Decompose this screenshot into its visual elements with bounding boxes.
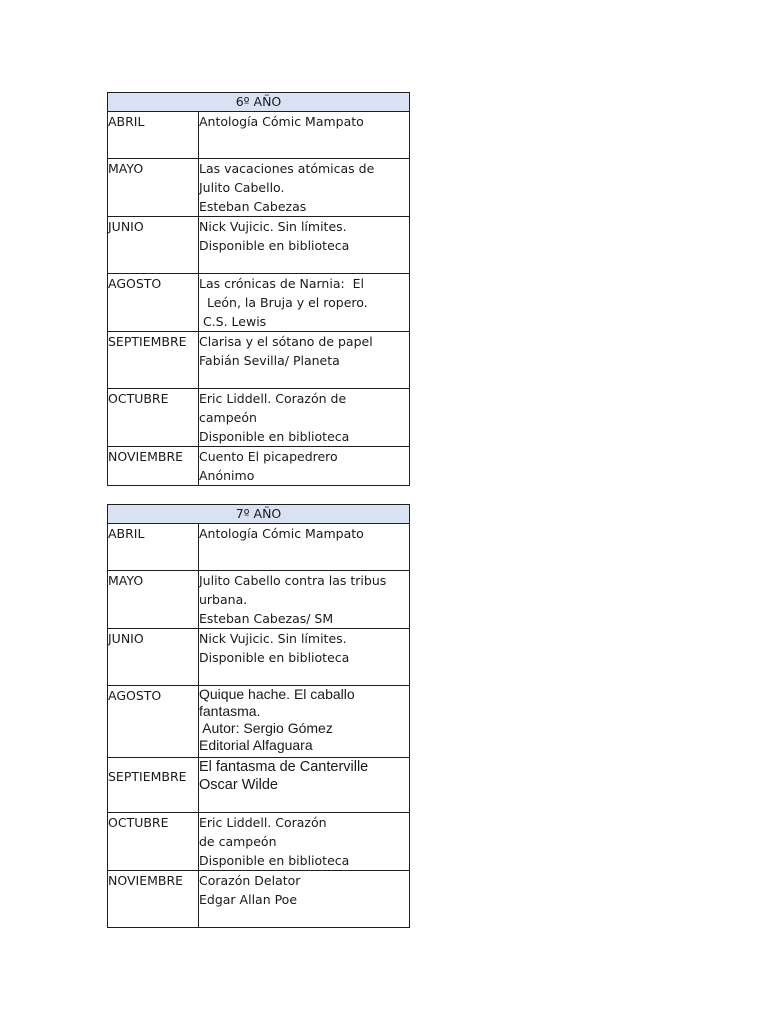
book-line: El fantasma de Canterville	[199, 759, 369, 775]
month-cell: ABRIL	[108, 112, 199, 159]
book-line: Disponible en biblioteca	[199, 238, 350, 253]
table-row	[108, 686, 410, 758]
book-line: Las crónicas de Narnia: El	[199, 276, 365, 291]
book-cell	[199, 274, 410, 332]
month-cell: AGOSTO	[108, 686, 199, 758]
book-cell	[199, 112, 410, 159]
book-cell	[199, 629, 410, 686]
month-cell: ABRIL	[108, 524, 199, 571]
book-line: Julito Cabello contra las tribus	[199, 573, 387, 588]
book-line: Esteban Cabezas/ SM	[199, 611, 334, 626]
table-row	[108, 813, 410, 871]
table-row	[108, 112, 410, 159]
book-cell	[199, 447, 410, 486]
book-line: Corazón Delator	[199, 873, 301, 888]
book-line: Clarisa y el sótano de papel	[199, 334, 373, 349]
month-cell: MAYO	[108, 571, 199, 629]
book-line: Editorial Alfaguara	[199, 737, 313, 753]
table-row	[108, 758, 410, 813]
book-cell	[199, 217, 410, 274]
table-row	[108, 571, 410, 629]
book-line: Eric Liddell. Corazón	[199, 815, 327, 830]
book-line: Eric Liddell. Corazón de	[199, 391, 347, 406]
book-line: Julito Cabello.	[199, 180, 285, 195]
book-cell	[199, 524, 410, 571]
book-line: Antología Cómic Mampato	[199, 114, 364, 129]
month-cell: JUNIO	[108, 629, 199, 686]
month-cell: JUNIO	[108, 217, 199, 274]
book-line: Disponible en biblioteca	[199, 853, 350, 868]
book-line: campeón	[199, 410, 257, 425]
table-title: 7º AÑO	[108, 505, 410, 524]
reading-plan-table-7	[107, 504, 410, 928]
book-line: Disponible en biblioteca	[199, 429, 350, 444]
book-line: Anónimo	[199, 468, 255, 483]
book-cell	[199, 758, 410, 813]
book-line: Cuento El picapedrero	[199, 449, 338, 464]
month-cell: SEPTIEMBRE	[108, 758, 199, 813]
month-cell: NOVIEMBRE	[108, 447, 199, 486]
book-line: urbana.	[199, 592, 248, 607]
book-line: Nick Vujicic. Sin límites.	[199, 219, 347, 234]
table-row	[108, 274, 410, 332]
month-cell: SEPTIEMBRE	[108, 332, 199, 389]
book-cell	[199, 332, 410, 389]
table-row	[108, 159, 410, 217]
month-cell: OCTUBRE	[108, 389, 199, 447]
table-row	[108, 217, 410, 274]
book-line: Antología Cómic Mampato	[199, 526, 364, 541]
book-line: Disponible en biblioteca	[199, 650, 350, 665]
book-line: Fabián Sevilla/ Planeta	[199, 353, 340, 368]
book-line: fantasma.	[199, 703, 261, 719]
table-header-row	[108, 505, 410, 524]
book-line: Esteban Cabezas	[199, 199, 307, 214]
book-line: Oscar Wilde	[199, 777, 278, 793]
table-row	[108, 447, 410, 486]
book-line: Las vacaciones atómicas de	[199, 161, 375, 176]
book-cell	[199, 871, 410, 928]
book-cell	[199, 571, 410, 629]
book-line: Edgar Allan Poe	[199, 892, 298, 907]
book-cell	[199, 159, 410, 217]
month-cell: NOVIEMBRE	[108, 871, 199, 928]
table-row	[108, 524, 410, 571]
month-cell: OCTUBRE	[108, 813, 199, 871]
reading-plan-table-6	[107, 92, 410, 486]
book-line: León, la Bruja y el ropero.	[199, 295, 368, 310]
book-line: Autor: Sergio Gómez	[199, 720, 333, 736]
table-header-row	[108, 93, 410, 112]
book-cell	[199, 389, 410, 447]
book-line: Nick Vujicic. Sin límites.	[199, 631, 347, 646]
book-cell	[199, 813, 410, 871]
book-line: Quique hache. El caballo	[199, 686, 355, 702]
book-line: C.S. Lewis	[199, 314, 267, 329]
month-cell: AGOSTO	[108, 274, 199, 332]
month-cell: MAYO	[108, 159, 199, 217]
book-line: de campeón	[199, 834, 277, 849]
table-title: 6º AÑO	[108, 93, 410, 112]
table-row	[108, 332, 410, 389]
table-row	[108, 871, 410, 928]
book-cell	[199, 686, 410, 758]
table-row	[108, 389, 410, 447]
table-row	[108, 629, 410, 686]
